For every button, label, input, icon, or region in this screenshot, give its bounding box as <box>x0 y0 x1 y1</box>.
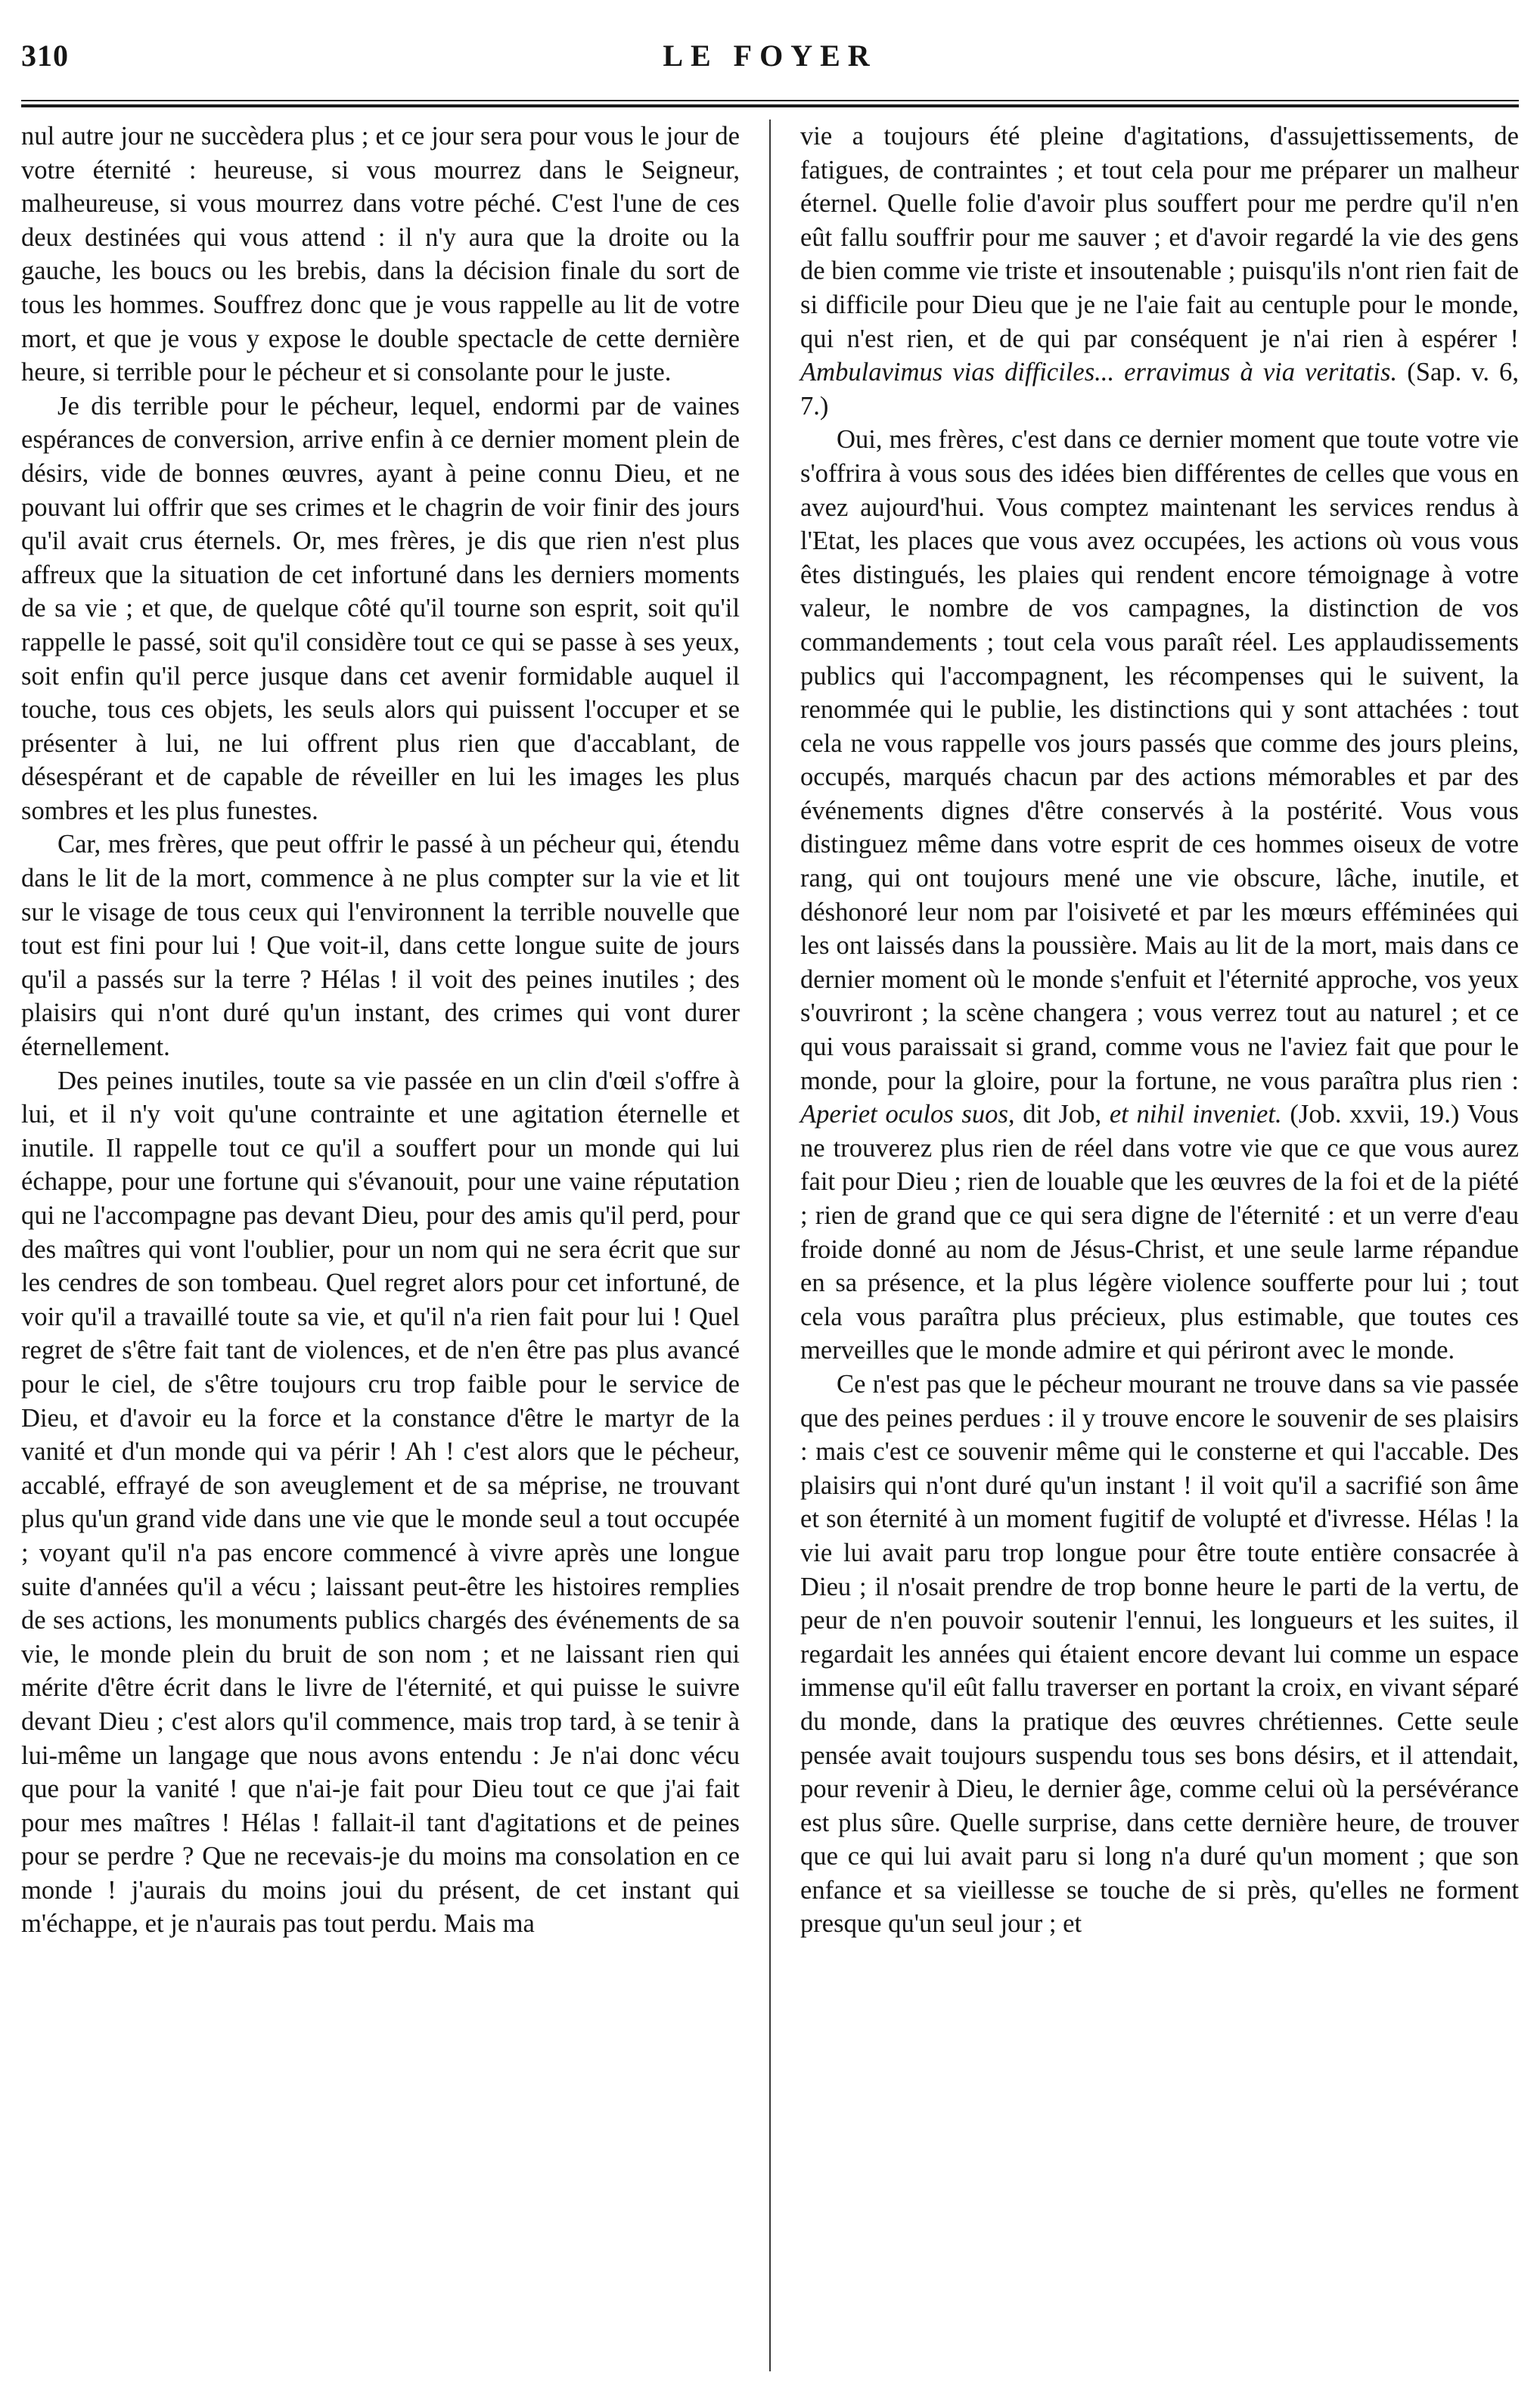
paragraph-text: Des peines inutiles, toute sa vie passée en un clin d'œil s'offre à lui, et il n'y voit qu'une contrainte et une agitation éternelle et inutile. Il rappelle tout ce qu'il a souffert pour un monde qui lui échappe, pour une fortune qui s'évanouit, pour une vaine réputation qui ne l'accompagne pas devant Dieu, pour des amis qu'il perd, pour des maîtres qui vont l'oublier, pour un nom qui ne sera écrit que sur les cendres de son tombeau. Quel regret alors pour cet infortuné, de voir qu'il a travaillé toute sa vie, et qu'il n'a rien fait pour lui ! Quel regret de s'être fait tant de violences, et de n'en être pas plus avancé pour le ciel, de s'être toujours cru trop faible pour le service de Dieu, et d'avoir eu la force et la constance d'être le martyr de la vanité et d'un monde qui va périr ! Ah ! c'est alors que le pécheur, accablé, effrayé de son aveuglement et de sa méprise, ne trouvant plus qu'un grand vide dans une vie que le monde seul a tout occupée ; voyant qu'il n'a pas encore commencé à vivre après une longue suite d'années qu'il a vécu ; laissant peut-être les histoires remplies de ses actions, les monuments publics chargés des événements de sa vie, le monde plein du bruit de son nom ; et ne laissant rien qui mérite d'être écrit dans le livre de l'éternité, et qui puisse le suivre devant Dieu ; c'est alors qu'il commence, mais trop tard, à se tenir à lui-même un langage que nous avons entendu : Je n'ai donc vécu que pour la vanité ! que n'ai-je fait pour Dieu tout ce que j'ai fait pour mes maîtres ! Hélas ! fallait-il tant d'agitations et de peines pour se perdre ? Que ne recevais-je du moins ma consolation en ce monde ! j'aurais du moins joui du présent, de cet instant qui m'échappe, et je n'aurais pas tout perdu. Mais ma <box>21 1066 740 1939</box>
running-title: LE FOYER <box>663 39 877 73</box>
paragraph <box>800 120 1519 423</box>
page-header <box>21 38 1519 92</box>
header-rule-thin <box>21 100 1519 101</box>
column-divider <box>769 120 771 2371</box>
paragraph-text: vie a toujours été pleine d'agitations, d'assujettissements, de fatigues, de contraintes ; et tout cela pour me préparer un malheur éternel. Quelle folie d'avoir plus souffert pour me perdre qu'il n'en eût fallu souffrir pour me sauver ; et d'avoir regardé la vie des gens de bien comme vie triste et insoutenable ; puisqu'ils n'ont rien fait de si difficile pour Dieu que je ne l'aie fait au centuple pour le monde, qui n'est rien, et de qui par conséquent je n'ai rien à espérer ! <box>800 122 1519 353</box>
newspaper-page <box>21 38 1519 2371</box>
left-column <box>21 120 740 2371</box>
paragraph <box>21 1064 740 1941</box>
header-rule-thick <box>21 104 1519 107</box>
paragraph-text: Je dis terrible pour le pécheur, lequel, endormi par de vaines espérances de conversion, arrive enfin à ce dernier moment plein de désirs, vide de bonnes œuvres, ayant à peine connu Dieu, et ne pouvant lui offrir que ses crimes et le chagrin de voir finir des jours qu'il avait crus éternels. Or, mes frères, je dis que rien n'est plus affreux que la situation de cet infortuné dans les derniers moments de sa vie ; et que, de quelque côté qu'il tourne son esprit, soit qu'il rappelle le passé, soit qu'il considère tout ce qui se passe à ses yeux, soit enfin qu'il perce jusque dans cet avenir formidable auquel il touche, tous ces objets, les seuls alors qui puissent l'occuper et se présenter à lui, ne lui offrent plus rien que d'accablant, de désespérant et de capable de réveiller en lui les images les plus sombres et les plus funestes. <box>21 391 740 825</box>
paragraph <box>21 828 740 1064</box>
paragraph-text: Ce n'est pas que le pécheur mourant ne trouve dans sa vie passée que des peines perdues : il y trouve encore le souvenir de ses plaisirs : mais c'est ce souvenir même qui le consterne et qui l'accable. Des plaisirs qui n'ont duré qu'un instant ! il voit qu'il a sacrifié son âme et son éternité à un moment fugitif de volupté et d'ivresse. Hélas ! la vie lui avait paru trop longue pour être toute entière consacrée à Dieu ; il n'osait prendre de trop bonne heure le parti de la vertu, de peur de n'en pouvoir soutenir l'ennui, les longueurs et les suites, il regardait les années qui étaient encore devant lui comme un espace immense qu'il eût fallu traverser en portant la croix, en vivant séparé du monde, dans la pratique des œuvres chrétiennes. Cette seule pensée avait toujours suspendu tous ses bons désirs, et il attendait, pour revenir à Dieu, le dernier âge, comme celui où la persévérance est plus sûre. Quelle surprise, dans cette dernière heure, de trouver que ce qui lui avait paru si long n'a duré qu'un moment ; que son enfance et sa vieillesse se touche de si près, qu'elles ne forment presque qu'un seul jour ; et <box>800 1369 1519 1939</box>
page-number: 310 <box>21 39 69 73</box>
paragraph <box>800 423 1519 1368</box>
paragraph <box>21 120 740 390</box>
latin-quotation: et nihil inveniet. <box>1109 1100 1282 1129</box>
latin-quotation: Ambulavimus vias difficiles... erravimus à via veritatis. <box>800 358 1398 387</box>
paragraph-text: Car, mes frères, que peut offrir le passé à un pécheur qui, étendu dans le lit de la mort, commence à ne plus compter sur la vie et lit sur le visage de tous ceux qui l'environnent la terrible nouvelle que tout est fini pour lui ! Que voit-il, dans cette longue suite de jours qu'il a passés sur la terre ? Hélas ! il voit des peines inutiles ; des plaisirs qui n'ont duré qu'un instant, des crimes qui vont durer éternellement. <box>21 830 740 1062</box>
right-column <box>800 120 1519 2371</box>
paragraph-text: (Sap. v. 6, 7.) <box>800 358 1519 421</box>
paragraph <box>800 1368 1519 1941</box>
paragraph-text: dit Job, <box>1014 1100 1110 1129</box>
paragraph <box>21 390 740 828</box>
latin-quotation: Aperiet oculos suos, <box>800 1100 1015 1129</box>
paragraph-text: Oui, mes frères, c'est dans ce dernier moment que toute votre vie s'offrira à vous sous des idées bien différentes de celles que vous en avez aujourd'hui. Vous comptez maintenant les services rendus à l'Etat, les places que vous avez occupées, les actions où vous vous êtes distingués, les plaies qui rendent encore témoignage à votre valeur, le nombre de vos campagnes, la distinction de vos commandements ; tout cela vous paraît réel. Les applaudissements publics qui l'accompagnent, les récompenses qui le suivent, la renommée qui le publie, les distinctions qui y sont attachées : tout cela ne vous rappelle vos jours passés que comme des jours pleins, occupés, marqués chacun par des actions mémorables et par des événements dignes d'être conservés à la postérité. Vous vous distinguez même dans votre esprit de ces hommes oiseux de votre rang, qui ont toujours mené une vie obscure, lâche, inutile, et déshonoré leur nom par l'oisiveté et par les mœurs efféminées qui les ont laissés dans la poussière. Mais au lit de la mort, mais dans ce dernier moment où le monde s'enfuit et l'éternité approche, vos yeux s'ouvriront ; la scène changera ; vous verrez tout au naturel ; et ce qui vous paraissait si grand, comme vous ne l'aviez fait que pour le monde, pour la gloire, pour la fortune, ne vous paraîtra plus rien : <box>800 425 1519 1095</box>
paragraph-text: (Job. xxvii, 19.) Vous ne trouverez plus rien de réel dans votre vie que ce que vous aurez fait pour Dieu ; rien de louable que les œuvres de la foi et de la piété ; rien de grand que ce qui sera digne de l'éternité : et un verre d'eau froide donné au nom de Jésus-Christ, et une seule larme répandue en sa présence, et la plus légère violence soufferte pour lui ; tout cela vous paraîtra plus précieux, plus estimable, que toutes ces merveilles que le monde admire et qui périront avec le monde. <box>800 1100 1519 1365</box>
text-columns <box>21 120 1519 2371</box>
paragraph-text: nul autre jour ne succèdera plus ; et ce jour sera pour vous le jour de votre éternité : heureuse, si vous mourrez dans le Seigneur, malheureuse, si vous mourrez dans votre péché. C'est l'une de ces deux destinées qui vous attend : il n'y aura que la droite ou la gauche, les boucs ou les brebis, dans la décision finale du sort de tous les hommes. Souffrez donc que je vous rappelle au lit de votre mort, et que je vous y expose le double spectacle de cette dernière heure, si terrible pour le pécheur et si consolante pour le juste. <box>21 122 740 387</box>
